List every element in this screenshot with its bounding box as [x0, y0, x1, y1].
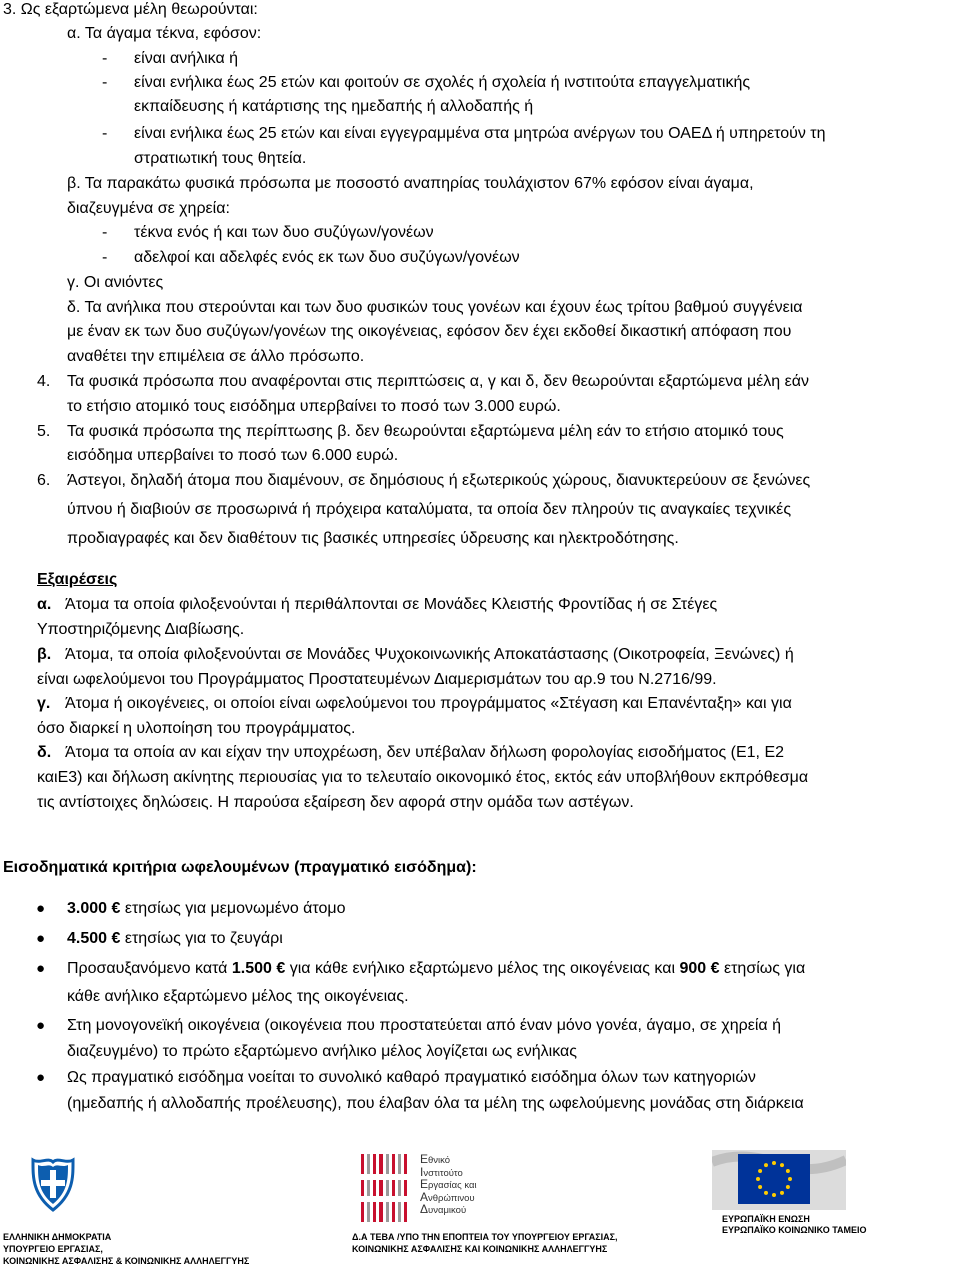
dash-marker: - — [102, 224, 108, 241]
section-4-line: Τα φυσικά πρόσωπα που αναφέρονται στις περιπτώσεις α, γ και δ, δεν θεωρούνται εξαρτώμενα μέλη εάν — [67, 373, 810, 390]
exception-label: δ. — [37, 744, 52, 761]
criteria-item-4-line: διαζευγμένο) το πρώτο εξαρτώμενο ανήλικο μέλος λογίζεται ως ενήλικας — [67, 1043, 577, 1060]
eu-star-icon — [786, 1185, 790, 1189]
section-3d-line: δ. Τα ανήλικα που στερούνται και των δυο φυσικών τους γονέων και έχουν έως τρίτου βαθμού συγγένεια — [67, 299, 803, 316]
greek-coat-of-arms-icon — [30, 1156, 76, 1212]
dash-marker: - — [102, 74, 108, 91]
exception-line: Άτομα ή οικογένειες, οι οποίοι είναι ωφελούμενοι του προγράμματος «Στέγαση και Επανένταξη» και για — [65, 695, 792, 712]
text: για κάθε ενήλικο εξαρτώμενο μέλος της οικογένειας και — [285, 960, 680, 977]
section-4-line: το ετήσιο ατομικό τους εισόδημα υπερβαίνει το ποσό των 3.000 ευρώ. — [67, 398, 561, 415]
exception-label: α. — [37, 596, 52, 613]
eu-star-icon — [780, 1163, 784, 1167]
text: ετησίως για το ζευγάρι — [120, 930, 283, 947]
criteria-item-3 — [67, 959, 959, 979]
eiead-name: Εθνικό Ινστιτούτο Εργασίας και Ανθρώπινου Δυναμικού — [420, 1152, 477, 1216]
amount: 900 € — [679, 960, 720, 977]
footer-left-line: ΕΛΛΗΝΙΚΗ ΔΗΜΟΚΡΑΤΙΑ — [3, 1232, 112, 1242]
section-3a-intro: α. Τα άγαμα τέκνα, εφόσον: — [67, 25, 262, 42]
exception-line: τις αντίστοιχες δηλώσεις. Η παρούσα εξαίρεση δεν αφορά στην ομάδα των αστέγων. — [37, 794, 634, 811]
exception-line: καιΕ3) και δήλωση ακίνητης περιουσίας για το τελευταίο οικονομικό έτος, εκτός εάν υποβλήθουν εκπρόθεσμα — [37, 769, 809, 786]
eu-star-icon — [786, 1169, 790, 1173]
section-3b-line: β. Τα παρακάτω φυσικά πρόσωπα με ποσοστό αναπηρίας τουλάχιστον 67% εφόσον είναι άγαμα, — [67, 175, 754, 192]
amount: 3.000 € — [67, 900, 121, 917]
exception-label: γ. — [37, 695, 51, 712]
bullet-icon: ● — [36, 1017, 46, 1034]
criteria-title: Εισοδηματικά κριτήρια ωφελουμένων (πραγματικό εισόδημα): — [3, 859, 477, 876]
eu-star-icon — [756, 1177, 760, 1181]
amount: 1.500 € — [231, 960, 286, 977]
eu-star-icon — [758, 1185, 762, 1189]
exception-line: όσο διαρκεί η υλοποίηση του προγράμματος. — [37, 720, 356, 737]
dash-marker: - — [102, 125, 108, 142]
footer-right-line: ΕΥΡΩΠΑΪΚΟ ΚΟΙΝΩΝΙΚΟ ΤΑΜΕΙΟ — [722, 1225, 867, 1235]
section-5-number: 5. — [37, 423, 51, 440]
footer-left-line: ΚΟΙΝΩΝΙΚΗΣ ΑΣΦΑΛΙΣΗΣ & ΚΟΙΝΩΝΙΚΗΣ ΑΛΛΗΛΕΓΓΥΗΣ — [3, 1256, 250, 1266]
text: ετησίως για μεμονωμένο άτομο — [120, 900, 346, 917]
criteria-item-2 — [67, 929, 283, 949]
criteria-item-3-line2: κάθε ανήλικο εξαρτώμενο μέλος της οικογένειας. — [67, 988, 409, 1005]
eu-star-icon — [788, 1177, 792, 1181]
eiead-logo-icon — [358, 1152, 410, 1224]
list-item-continued: στρατιωτική τους θητεία. — [134, 150, 307, 167]
bullet-icon: ● — [36, 1069, 46, 1086]
footer-left-line: ΥΠΟΥΡΓΕΙΟ ΕΡΓΑΣΙΑΣ, — [3, 1244, 103, 1254]
section-5-line: εισόδημα υπερβαίνει το ποσό των 6.000 ευρώ. — [67, 447, 399, 464]
exception-line: Άτομα τα οποία φιλοξενούνται ή περιθάλπονται σε Μονάδες Κλειστής Φροντίδας ή σε Στέγες — [65, 596, 718, 613]
section-6-line: ύπνου ή διαβιούν σε προσωρινά ή πρόχειρα καταλύματα, τα οποία δεν πληρούν τις αναγκαίες τεχνικές — [67, 501, 792, 518]
section-6-line: Άστεγοι, δηλαδή άτομα που διαμένουν, σε δημόσιους ή εξωτερικούς χώρους, διανυκτερεύουν σε ξενώνες — [67, 472, 811, 489]
exceptions-title: Εξαιρέσεις — [37, 571, 118, 588]
eu-star-icon — [772, 1193, 776, 1197]
exception-label: β. — [37, 646, 52, 663]
eu-star-icon — [758, 1169, 762, 1173]
exception-line: είναι ωφελούμενοι του Προγράμματος Προστατευμένων Διαμερισμάτων του αρ.9 του Ν.2716/99. — [37, 671, 717, 688]
eu-star-icon — [764, 1163, 768, 1167]
bullet-icon: ● — [36, 900, 46, 917]
list-item: είναι ενήλικα έως 25 ετών και φοιτούν σε σχολές ή σχολεία ή ινστιτούτα επαγγελματικής — [134, 74, 751, 91]
section-3-heading: 3. Ως εξαρτώμενα μέλη θεωρούνται: — [3, 1, 258, 18]
eu-star-icon — [764, 1191, 768, 1195]
dash-marker: - — [102, 50, 108, 67]
list-item: αδελφοί και αδελφές ενός εκ των δυο συζύγων/γονέων — [134, 249, 520, 266]
list-item: είναι ανήλικα ή — [134, 50, 239, 67]
criteria-item-5-line: Ως πραγματικό εισόδημα νοείται το συνολικό καθαρό πραγματικό εισόδημα όλων των κατηγοριών — [67, 1069, 756, 1086]
text: Προσαυξανόμενο κατά — [67, 960, 232, 977]
section-3b-line: διαζευγμένα σε χηρεία: — [67, 200, 230, 217]
criteria-item-1 — [67, 899, 346, 919]
exception-line: Άτομα τα οποία αν και είχαν την υποχρέωση, δεν υπέβαλαν δήλωση φορολογίας εισοδήματος (Ε1, Ε2 — [65, 744, 785, 761]
list-item: τέκνα ενός ή και των δυο συζύγων/γονέων — [134, 224, 434, 241]
bullet-icon: ● — [36, 930, 46, 947]
criteria-item-4-line: Στη μονογονεϊκή οικογένεια (οικογένεια που προστατεύεται από έναν μόνο γονέα, άγαμο, σε χηρεία ή — [67, 1017, 781, 1034]
eu-flag-icon — [712, 1150, 846, 1210]
section-3d-line: με έναν εκ των δυο συζύγων/γονέων της οικογένειας, εφόσον δεν έχει εκδοθεί δικαστική απόφαση που — [67, 323, 792, 340]
dash-marker: - — [102, 249, 108, 266]
amount: 4.500 € — [67, 930, 121, 947]
list-item-continued: εκπαίδευσης ή κατάρτισης της ημεδαπής ή αλλοδαπής ή — [134, 98, 534, 115]
eu-star-icon — [780, 1191, 784, 1195]
eu-star-icon — [772, 1161, 776, 1165]
exception-line: Άτομα, τα οποία φιλοξενούνται σε Μονάδες Ψυχοκοινωνικής Αποκατάστασης (Οικοτροφεία, Ξενώνες) ή — [65, 646, 794, 663]
footer-center-line: Δ.Α ΤΕΒΑ /ΥΠΟ ΤΗΝ ΕΠΟΠΤΕΙΑ ΤΟΥ ΥΠΟΥΡΓΕΙΟΥ ΕΡΓΑΣΙΑΣ, — [352, 1232, 618, 1242]
text: ετησίως για — [719, 960, 806, 977]
section-5-line: Τα φυσικά πρόσωπα της περίπτωσης β. δεν θεωρούνται εξαρτώμενα μέλη εάν το ετήσιο ατομικό τους — [67, 423, 784, 440]
section-3d-line: αναθέτει την επιμέλεια σε άλλο πρόσωπο. — [67, 348, 365, 365]
section-3c: γ. Οι ανιόντες — [67, 274, 164, 291]
section-6-number: 6. — [37, 472, 51, 489]
section-4-number: 4. — [37, 373, 51, 390]
bullet-icon: ● — [36, 960, 46, 977]
list-item: είναι ενήλικα έως 25 ετών και είναι εγγεγραμμένα στα μητρώα ανέργων του ΟΑΕΔ ή υπηρετούν τη — [134, 125, 826, 142]
footer-center-line: ΚΟΙΝΩΝΙΚΗΣ ΑΣΦΑΛΙΣΗΣ ΚΑΙ ΚΟΙΝΩΝΙΚΗΣ ΑΛΛΗΛΕΓΓΥΗΣ — [352, 1244, 608, 1254]
section-6-line: προδιαγραφές και δεν διαθέτουν τις βασικές υπηρεσίες ύδρευσης και ηλεκτροδότησης. — [67, 530, 679, 547]
footer-right-line: ΕΥΡΩΠΑΪΚΗ ΕΝΩΣΗ — [722, 1214, 810, 1224]
criteria-item-5-line: (ημεδαπής ή αλλοδαπής προέλευσης), που έλαβαν όλα τα μέλη της ωφελούμενης μονάδας στη διάρκεια — [67, 1095, 804, 1112]
exception-line: Υποστηριζόμενης Διαβίωσης. — [37, 621, 245, 638]
